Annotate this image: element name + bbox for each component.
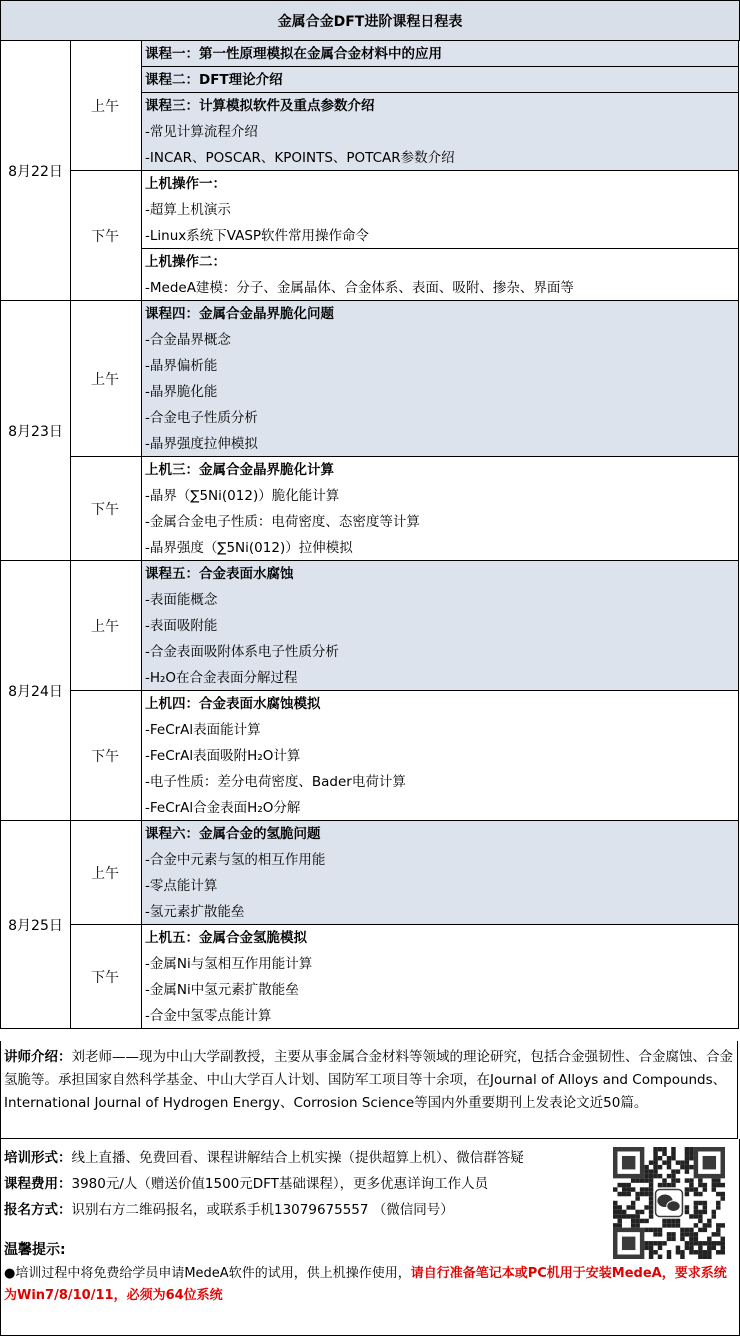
fee-row [4, 1172, 488, 1192]
course-item: -常见计算流程介绍 [145, 124, 258, 140]
session-period: 上午 [69, 41, 142, 171]
course-title: 上机操作二： [145, 254, 226, 270]
page-title: 金属合金DFT进阶课程日程表 [0, 0, 740, 41]
course-block [141, 821, 739, 925]
course-item: -合金表面吸附体系电子性质分析 [145, 644, 339, 660]
course-item: -氢元素扩散能垒 [145, 904, 245, 920]
course-item: -表面能概念 [145, 592, 218, 608]
course-item: -晶界强度拉伸模拟 [145, 436, 258, 452]
course-item: -合金晶界概念 [145, 332, 231, 348]
course-item: -FeCrAl表面能计算 [145, 722, 261, 738]
course-item: -金属合金电子性质：电荷密度、态密度等计算 [145, 514, 420, 530]
session-period: 下午 [69, 457, 142, 561]
course-item: -合金电子性质分析 [145, 410, 258, 426]
intro-label: 讲师介绍： [4, 1049, 72, 1065]
course-block [141, 41, 739, 67]
course-item: -晶界偏析能 [145, 358, 218, 374]
tip-text-normal: ●培训过程中将免费给学员申请MedeA软件的试用，供上机操作使用， [4, 1266, 411, 1281]
course-block [141, 691, 739, 821]
tip-title: 温馨提示: [4, 1242, 66, 1258]
fee-text: 3980元/人（赠送价值1500元DFT基础课程），更多优惠详询工作人员 [71, 1176, 489, 1192]
course-item: -合金中元素与氢的相互作用能 [145, 852, 326, 868]
day-date: 8月22日 [0, 41, 71, 301]
course-title: 课程一：第一性原理模拟在金属合金材料中的应用 [145, 46, 442, 62]
course-item: -MedeA建模：分子、金属晶体、合金体系、表面、吸附、掺杂、界面等 [145, 280, 574, 296]
course-title: 上机三：金属合金晶界脆化计算 [145, 462, 334, 478]
course-title: 课程四：金属合金晶界脆化问题 [145, 306, 334, 322]
course-item: -超算上机演示 [145, 202, 231, 218]
course-block [141, 67, 739, 93]
course-block [141, 457, 739, 561]
training-form-row [4, 1146, 524, 1166]
course-item: -金属Ni与氢相互作用能计算 [145, 956, 313, 972]
day-date: 8月24日 [0, 561, 71, 821]
form-text: 线上直播、免费回看、课程讲解结合上机实操（提供超算上机）、微信群答疑 [71, 1150, 524, 1166]
course-title: 上机操作一： [145, 176, 226, 192]
tip-text [4, 1263, 734, 1307]
course-item: -FeCrAl表面吸附H₂O计算 [145, 748, 301, 764]
course-item: -晶界强度（∑5Ni(012)）拉伸模拟 [145, 540, 353, 556]
course-block [141, 561, 739, 691]
course-block [141, 301, 739, 457]
course-title: 课程六：金属合金的氢脆问题 [145, 826, 321, 842]
course-item: -晶界脆化能 [145, 384, 218, 400]
course-title: 上机四：合金表面水腐蚀模拟 [145, 696, 321, 712]
course-title: 课程二：DFT理论介绍 [145, 72, 283, 88]
intro-text: 刘老师——现为中山大学副教授，主要从事金属合金材料等领域的理论研究，包括合金强韧性、合金腐蚀、合金氢脆等。承担国家自然科学基金、中山大学百人计划、国防军工项目等十余项，在Journal of Alloys and Compounds、International Journal of Hydrogen Energy、Corrosion Science等国内外重要期刊上发表论文近50篇。 [4, 1049, 733, 1111]
session-period: 下午 [69, 171, 142, 301]
signup-text: 识别右方二维码报名，或联系手机13079675557 （微信同号） [71, 1202, 454, 1218]
day-date: 8月23日 [0, 301, 71, 561]
session-period: 上午 [69, 561, 142, 691]
session-period: 下午 [69, 925, 142, 1029]
course-block [141, 171, 739, 249]
course-block [141, 249, 739, 301]
fee-label: 课程费用： [4, 1176, 72, 1192]
form-label: 培训形式： [4, 1150, 72, 1166]
qr-code-icon [613, 1147, 725, 1259]
session-period: 上午 [69, 821, 142, 925]
course-item: -H₂O在合金表面分解过程 [145, 670, 298, 686]
day-date: 8月25日 [0, 821, 71, 1029]
course-item: -晶界（∑5Ni(012)）脆化能计算 [145, 488, 340, 504]
course-title: 课程三：计算模拟软件及重点参数介绍 [145, 98, 375, 114]
course-item: -INCAR、POSCAR、KPOINTS、POTCAR参数介绍 [145, 150, 455, 166]
course-item: -表面吸附能 [145, 618, 218, 634]
tip-text-warning: 请自行准备笔记本或PC机用于安装MedeA，要求系统为Win7/8/10/11，必须为64位系统 [4, 1266, 727, 1303]
course-item: -合金中氢零点能计算 [145, 1008, 272, 1024]
training-info [0, 1139, 740, 1336]
signup-row [4, 1198, 454, 1218]
course-title: 上机五：金属合金氢脆模拟 [145, 930, 307, 946]
course-block [141, 93, 739, 171]
course-item: -FeCrAl合金表面H₂O分解 [145, 800, 301, 816]
course-item: -电子性质：差分电荷密度、Bader电荷计算 [145, 774, 406, 790]
course-block [141, 925, 739, 1029]
signup-label: 报名方式： [4, 1202, 72, 1218]
course-item: -Linux系统下VASP软件常用操作命令 [145, 228, 370, 244]
wechat-qr-code[interactable] [613, 1147, 725, 1259]
session-period: 下午 [69, 691, 142, 821]
course-title: 课程五：合金表面水腐蚀 [145, 566, 294, 582]
course-item: -金属Ni中氢元素扩散能垒 [145, 982, 299, 998]
instructor-intro [0, 1041, 738, 1139]
course-item: -零点能计算 [145, 878, 218, 894]
session-period: 上午 [69, 301, 142, 457]
